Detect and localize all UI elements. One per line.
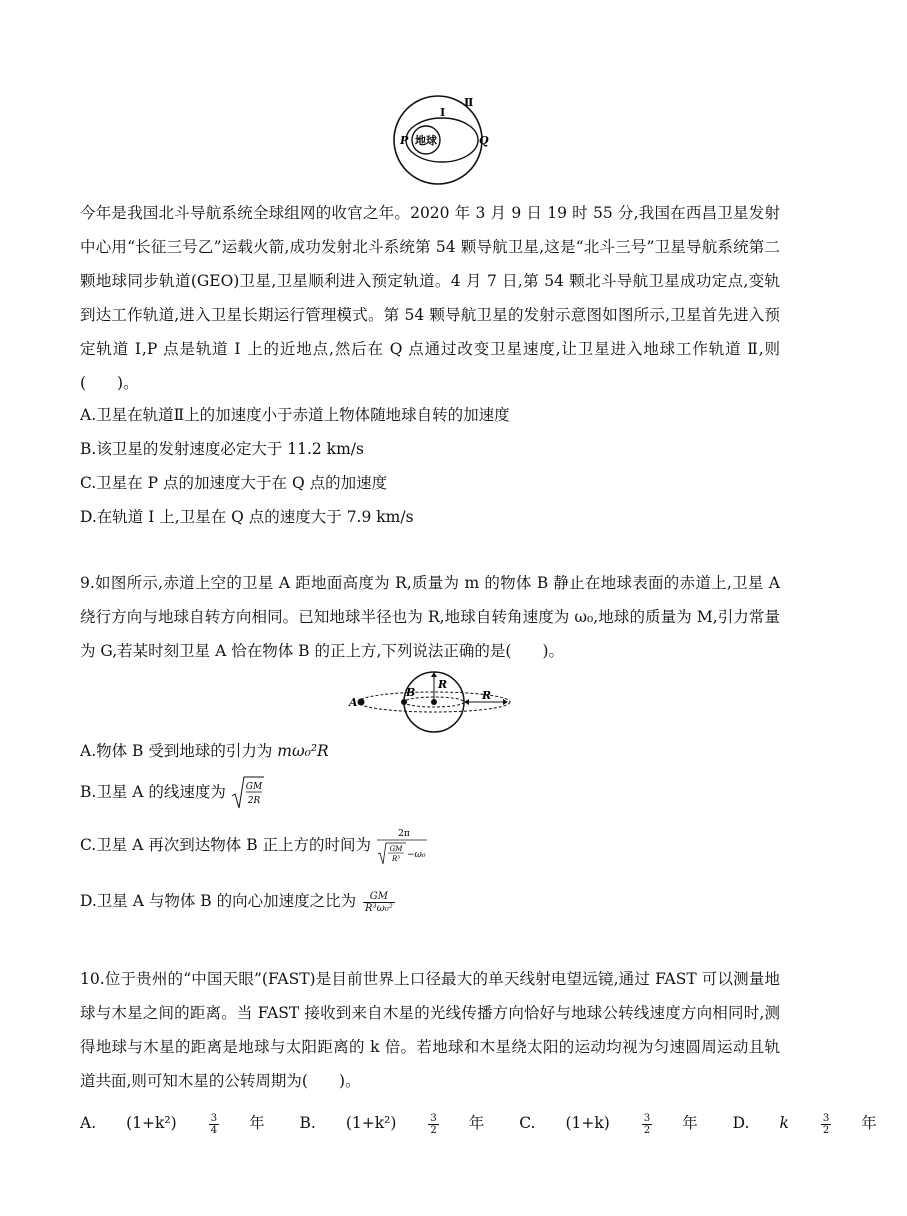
q8-option-d: D.在轨道 Ⅰ 上,卫星在 Q 点的速度大于 7.9 km/s bbox=[80, 508, 414, 526]
orbit-i-label: I bbox=[440, 106, 446, 119]
q10-option-b-base: (1+k²) bbox=[345, 1114, 397, 1132]
label-b: B bbox=[406, 686, 416, 699]
q9-option-d-den: R³ω₀² bbox=[365, 902, 393, 914]
object-b-dot bbox=[401, 699, 407, 705]
q9-option-b-sqrt bbox=[231, 776, 265, 810]
q8-option-b: B.该卫星的发射速度必定大于 11.2 km/s bbox=[80, 440, 364, 458]
q10-option-a bbox=[80, 1112, 265, 1136]
q9-option-b-den: 2R bbox=[247, 796, 261, 806]
q10-option-c-prefix: C. bbox=[519, 1114, 536, 1132]
satellite-diagram bbox=[342, 668, 518, 738]
q10-option-a-base: (1+k²) bbox=[126, 1114, 177, 1132]
q10-option-a-exp-num: 3 bbox=[210, 1112, 218, 1124]
earth-label: 地球 bbox=[415, 134, 437, 147]
q10-option-d-exp bbox=[821, 1113, 861, 1136]
orbit-diagram bbox=[372, 92, 502, 192]
height-arrow-head-right bbox=[503, 699, 508, 705]
q9-option-a-text: A.物体 B 受到地球的引力为 bbox=[80, 742, 278, 760]
q9-option-a-expr: mω₀²R bbox=[277, 742, 329, 760]
q9-option-c-den-den: R³ bbox=[391, 855, 401, 863]
earth-center-dot bbox=[431, 699, 437, 705]
q10-option-d-unit: 年 bbox=[861, 1114, 877, 1132]
q10-option-b bbox=[299, 1112, 485, 1136]
q10-option-c-exp-den: 2 bbox=[643, 1124, 651, 1136]
q10-option-d-prefix: D. bbox=[732, 1114, 750, 1132]
q10-option-b-exp bbox=[428, 1113, 468, 1136]
satellite-a-dot bbox=[358, 699, 365, 706]
q9-option-c-text: C.卫星 A 再次到达物体 B 正上方的时间为 bbox=[80, 836, 372, 854]
q10-option-b-prefix: B. bbox=[299, 1114, 316, 1132]
q10-option-a-unit: 年 bbox=[249, 1114, 265, 1132]
q9-option-c-den-num: GM bbox=[389, 845, 403, 853]
q10-option-b-exp-num: 3 bbox=[430, 1112, 437, 1124]
q10-option-b-exp-den: 2 bbox=[430, 1124, 437, 1136]
q10-option-a-exp bbox=[209, 1113, 249, 1136]
label-r-horizontal: R bbox=[482, 689, 492, 702]
q10-option-d-exp-num: 3 bbox=[822, 1112, 830, 1124]
q9-option-c-fraction bbox=[376, 826, 428, 866]
q9-option-c-num: 2π bbox=[398, 829, 410, 839]
label-r-vertical: R bbox=[438, 678, 448, 691]
q9-stem: 9.如图所示,赤道上空的卫星 A 距地面高度为 R,质量为 m 的物体 B 静止在地球表面的赤道上,卫星 A 绕行方向与地球自转方向相同。已知地球半径也为 R,地球自转角速度为 ω₀,地球的质量为 M,引力常量为 G,若某时刻卫星 A 恰在物体 B 的正上方,下列说法正确的是( )。 bbox=[80, 574, 780, 660]
q8-stem: 今年是我国北斗导航系统全球组网的收官之年。2020 年 3 月 9 日 19 时 55 分,我国在西昌卫星发射中心用“长征三号乙”运载火箭,成功发射北斗系统第 54 颗导航卫星,这是“北斗三号”卫星导航系统第二颗地球同步轨道(GEO)卫星,卫星顺利进入预定轨道。4 月 7 日,第 54 颗北斗导航卫星成功定点,变轨到达工作轨道,进入卫星长期运行管理模式。第 54 颗导航卫星的发射示意图如图所示,卫星首先进入预定轨道 Ⅰ,P 点是轨道 Ⅰ 上的近地点,然后在 Q 点通过改变卫星速度,让卫星进入地球工作轨道 Ⅱ,则( )。 bbox=[80, 204, 780, 392]
q9-option-b-text: B.卫星 A 的线速度为 bbox=[80, 783, 226, 801]
q10-option-c-unit: 年 bbox=[682, 1114, 698, 1132]
q9-option-d-num: GM bbox=[363, 891, 395, 903]
q-label: Q bbox=[479, 134, 489, 147]
q9-option-d-text: D.卫星 A 与物体 B 的向心加速度之比为 bbox=[80, 892, 357, 910]
q10-option-c bbox=[519, 1112, 698, 1136]
q8-option-a: A.卫星在轨道Ⅱ上的加速度小于赤道上物体随地球自转的加速度 bbox=[80, 406, 510, 424]
q10-option-c-exp-num: 3 bbox=[643, 1112, 651, 1124]
q10-stem: 10.位于贵州的“中国天眼”(FAST)是目前世界上口径最大的单天线射电望远镜,通过 FAST 可以测量地球与木星之间的距离。当 FAST 接收到来自木星的光线传播方向恰好与地球公转线速度方向相同时,测得地球与木星的距离是地球与太阳距离的 k 倍。若地球和木星绕太阳的运动均视为匀速圆周运动且轨道共面,则可知木星的公转周期为( )。 bbox=[80, 970, 780, 1090]
q10-option-d-base: k bbox=[779, 1114, 789, 1132]
q10-options bbox=[80, 1108, 907, 1138]
q10-option-a-prefix: A. bbox=[80, 1114, 97, 1132]
q10-option-b-unit: 年 bbox=[468, 1114, 485, 1132]
q8-option-c: C.卫星在 P 点的加速度大于在 Q 点的加速度 bbox=[80, 474, 388, 492]
q10-option-a-exp-den: 4 bbox=[210, 1124, 218, 1136]
label-a: A bbox=[349, 696, 358, 709]
p-label: P bbox=[400, 134, 409, 147]
height-arrow-head-left bbox=[464, 699, 469, 705]
q9-option-b bbox=[80, 776, 265, 810]
q10-option-c-base: (1+k) bbox=[565, 1114, 610, 1132]
q9-option-c-den-tail: −ω₀ bbox=[406, 850, 426, 860]
q10-option-d bbox=[732, 1112, 877, 1136]
q9-option-d-fraction bbox=[363, 891, 395, 914]
q9-option-b-num: GM bbox=[245, 782, 263, 792]
orbit-ii-label: Ⅱ bbox=[464, 96, 474, 109]
q10-option-c-exp bbox=[642, 1113, 682, 1136]
q9-option-d bbox=[80, 886, 395, 916]
q10-option-d-exp-den: 2 bbox=[822, 1124, 830, 1136]
q9-option-a bbox=[80, 736, 329, 766]
q9-option-c bbox=[80, 826, 428, 866]
